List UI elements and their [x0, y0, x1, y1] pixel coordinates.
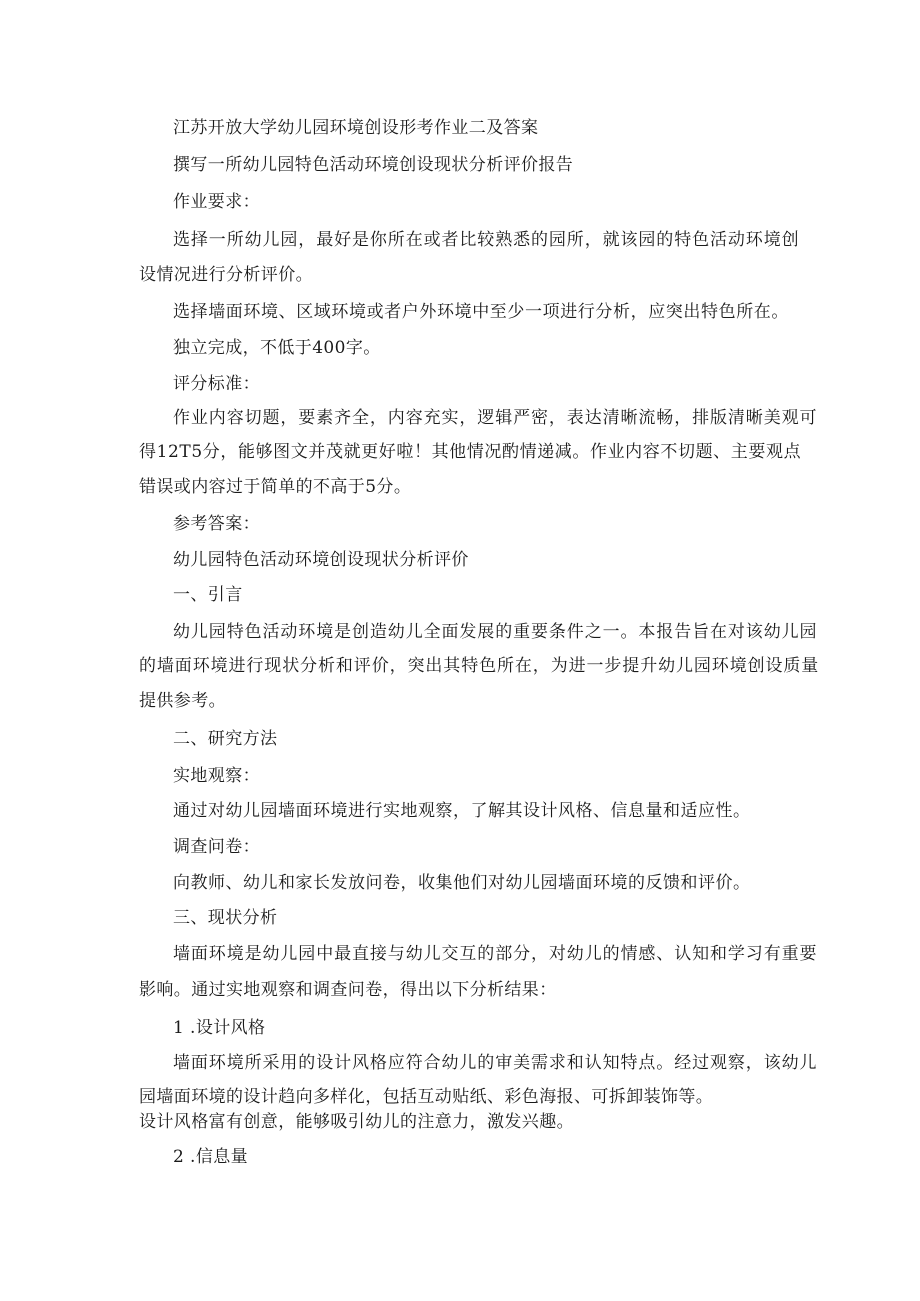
- answer-title: 幼儿园特色活动环境创设现状分析评价: [173, 550, 469, 570]
- item-1-line-2: 园墙面环境的设计趋向多样化，包括互动贴纸、彩色海报、可拆卸装饰等。: [139, 1087, 714, 1107]
- item-1-line-1: 墙面环境所采用的设计风格应符合幼儿的审美需求和认知特点。经过观察，该幼儿: [173, 1053, 818, 1073]
- criteria-heading: 评分标准：: [173, 374, 260, 394]
- section-2-heading: 二、研究方法: [173, 729, 278, 749]
- section-3-line-2: 影响。通过实地观察和调查问卷，得出以下分析结果：: [139, 980, 557, 1000]
- section-1-heading: 一、引言: [173, 585, 243, 605]
- method-1-heading: 实地观察：: [173, 766, 260, 786]
- section-3-line-1: 墙面环境是幼儿园中最直接与幼儿交互的部分，对幼儿的情感、认知和学习有重要: [173, 944, 818, 964]
- requirements-heading: 作业要求：: [173, 192, 260, 212]
- criteria-line-3: 错误或内容过于简单的不高于5分。: [139, 477, 412, 497]
- item-2-heading: 2 .信息量: [173, 1147, 249, 1167]
- method-2-heading: 调查问卷：: [173, 837, 260, 857]
- item-1-heading: 1 .设计风格: [173, 1018, 266, 1038]
- requirement-1-line-1: 选择一所幼儿园，最好是你所在或者比较熟悉的园所，就该园的特色活动环境创: [173, 230, 800, 250]
- requirement-3: 独立完成，不低于400字。: [173, 338, 381, 358]
- criteria-line-2: 得12T5分，能够图文并茂就更好啦！其他情况酌情递减。作业内容不切题、主要观点: [139, 442, 802, 462]
- item-1-line-3: 设计风格富有创意，能够吸引幼儿的注意力，激发兴趣。: [139, 1112, 574, 1132]
- document-title: 江苏开放大学幼儿园环境创设形考作业二及答案: [173, 118, 539, 138]
- document-subtitle: 撰写一所幼儿园特色活动环境创设现状分析评价报告: [173, 155, 574, 175]
- section-1-line-1: 幼儿园特色活动环境是创造幼儿全面发展的重要条件之一。本报告旨在对该幼儿园: [173, 622, 818, 642]
- method-2-text: 向教师、幼儿和家长发放问卷，收集他们对幼儿园墙面环境的反馈和评价。: [173, 873, 751, 893]
- requirement-2: 选择墙面环境、区域环境或者户外环境中至少一项进行分析，应突出特色所在。: [173, 302, 789, 322]
- section-3-heading: 三、现状分析: [173, 908, 278, 928]
- section-1-line-2: 的墙面环境进行现状分析和评价，突出其特色所在，为进一步提升幼儿园环境创设质量: [139, 656, 820, 676]
- requirement-1-line-2: 设情况进行分析评价。: [139, 265, 313, 285]
- method-1-text: 通过对幼儿园墙面环境进行实地观察，了解其设计风格、信息量和适应性。: [173, 801, 751, 821]
- criteria-line-1: 作业内容切题，要素齐全，内容充实，逻辑严密，表达清晰流畅，排版清晰美观可: [173, 408, 818, 428]
- section-1-line-3: 提供参考。: [139, 691, 226, 711]
- answer-heading: 参考答案：: [173, 514, 260, 534]
